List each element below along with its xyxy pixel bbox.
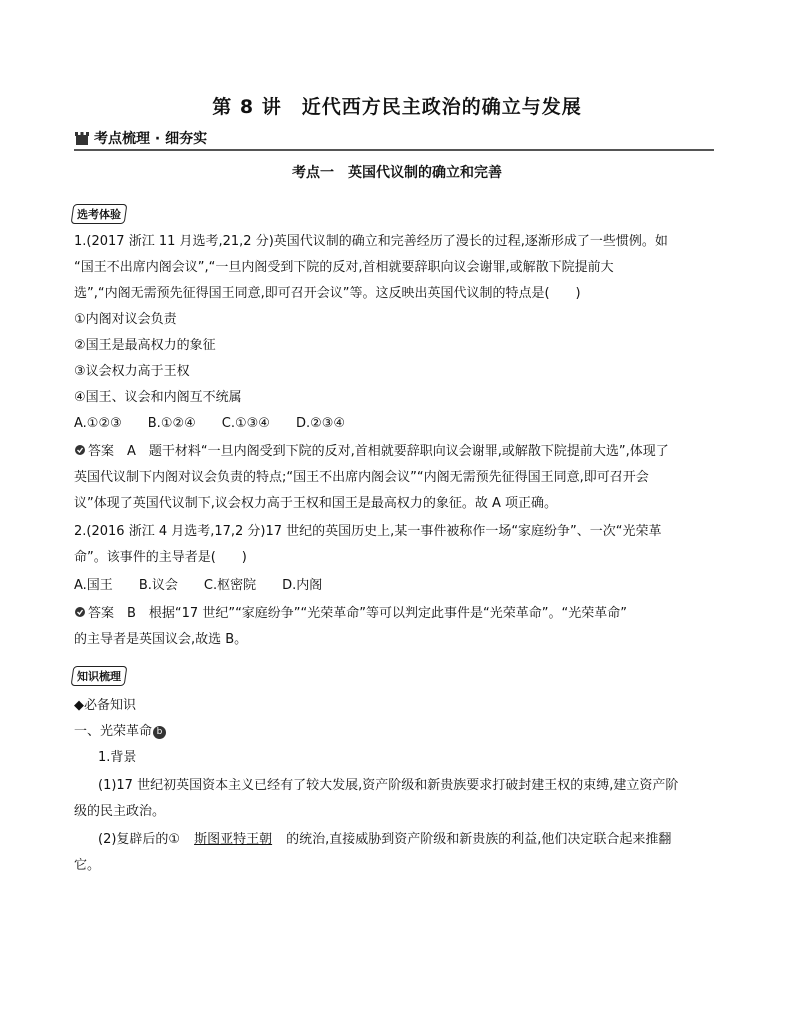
page-title: 第 8 讲 近代西方民主政治的确立与发展 <box>212 96 582 118</box>
q2-option-d: D.内阁 <box>282 578 323 593</box>
exam-tag: 选考体验 <box>71 204 128 224</box>
section-bar-label: 考点梳理 · 细夯实 <box>94 131 208 147</box>
fill-blank-answer: 斯图亚特王朝 <box>194 832 273 847</box>
knowledge-p1-line1: (1)17 世纪初英国资本主义已经有了较大发展,资产阶级和新贵族要求打破封建王权的束缚,建立资产阶 <box>98 778 679 793</box>
q1-option-a: A.①②③ <box>74 416 122 431</box>
section-divider <box>74 149 714 151</box>
q1-item-3: ③议会权力高于王权 <box>74 364 190 379</box>
knowledge-p2-line2: 它。 <box>74 858 101 873</box>
q1-option-c: C.①③④ <box>221 416 270 431</box>
knowledge-p1-line2: 级的民主政治。 <box>74 804 166 819</box>
knowledge-tag: 知识梳理 <box>71 666 128 686</box>
q1-stem-line2: “国王不出席内阁会议”,“一旦内阁受到下院的反对,首相就要辞职向议会谢罪,或解散下院提前大 <box>74 260 614 275</box>
section-subtitle: 考点一 英国代议制的确立和完善 <box>292 165 502 181</box>
knowledge-heading: ◆必备知识 <box>74 698 136 713</box>
answer-icon <box>74 606 86 618</box>
q1-item-2: ②国王是最高权力的象征 <box>74 338 216 353</box>
q2-answer-line1: 答案 B 根据“17 世纪”“家庭纷争”“光荣革命”等可以判定此事件是“光荣革命”。“光荣革命” <box>74 604 627 624</box>
q1-stem-line3: 选”,“内阁无需预先征得国王同意,即可召开会议”等。这反映出英国代议制的特点是( ) <box>74 286 581 301</box>
section-bar <box>74 128 714 148</box>
knowledge-item-1: 一、光荣革命 b <box>74 722 166 742</box>
knowledge-p2-line1: (2)复辟后的① 斯图亚特王朝 的统治,直接威胁到资产阶级和新贵族的利益,他们决定联合起来推翻 <box>98 832 672 847</box>
q1-options <box>74 414 371 434</box>
q2-option-b: B.议会 <box>138 578 178 593</box>
q1-item-4: ④国王、议会和内阁互不统属 <box>74 390 242 405</box>
q1-option-d: D.②③④ <box>295 416 346 431</box>
knowledge-subheading: 1.背景 <box>98 750 137 765</box>
q2-options <box>74 576 348 596</box>
q1-answer-line1: 答案 A 题干材料“一旦内阁受到下院的反对,首相就要辞职向议会谢罪,或解散下院提前大选”,体现了 <box>74 442 669 462</box>
level-badge: b <box>153 726 166 739</box>
answer-icon <box>74 444 86 456</box>
q1-answer-line2: 英国代议制下内阁对议会负责的特点;“国王不出席内阁会议”“内阁无需预先征得国王同意,即可召开会 <box>74 470 649 485</box>
q2-answer-line2: 的主导者是英国议会,故选 B。 <box>74 632 248 647</box>
q2-stem-line2: 命”。该事件的主导者是( ) <box>74 550 247 565</box>
q1-item-1: ①内阁对议会负责 <box>74 312 177 327</box>
q1-stem-line1: 1.(2017 浙江 11 月选考,21,2 分)英国代议制的确立和完善经历了漫长的过程,逐渐形成了一些惯例。如 <box>74 234 668 249</box>
q1-answer-line3: 议”体现了英国代议制下,议会权力高于王权和国王是最高权力的象征。故 A 项正确。 <box>74 496 558 511</box>
q2-option-a: A.国王 <box>74 578 113 593</box>
q1-option-b: B.①②④ <box>147 416 196 431</box>
q2-option-c: C.枢密院 <box>203 578 257 593</box>
q2-stem-line1: 2.(2016 浙江 4 月选考,17,2 分)17 世纪的英国历史上,某一事件被称作一场“家庭纷争”、一次“光荣革 <box>74 524 662 539</box>
tower-icon <box>74 131 90 145</box>
